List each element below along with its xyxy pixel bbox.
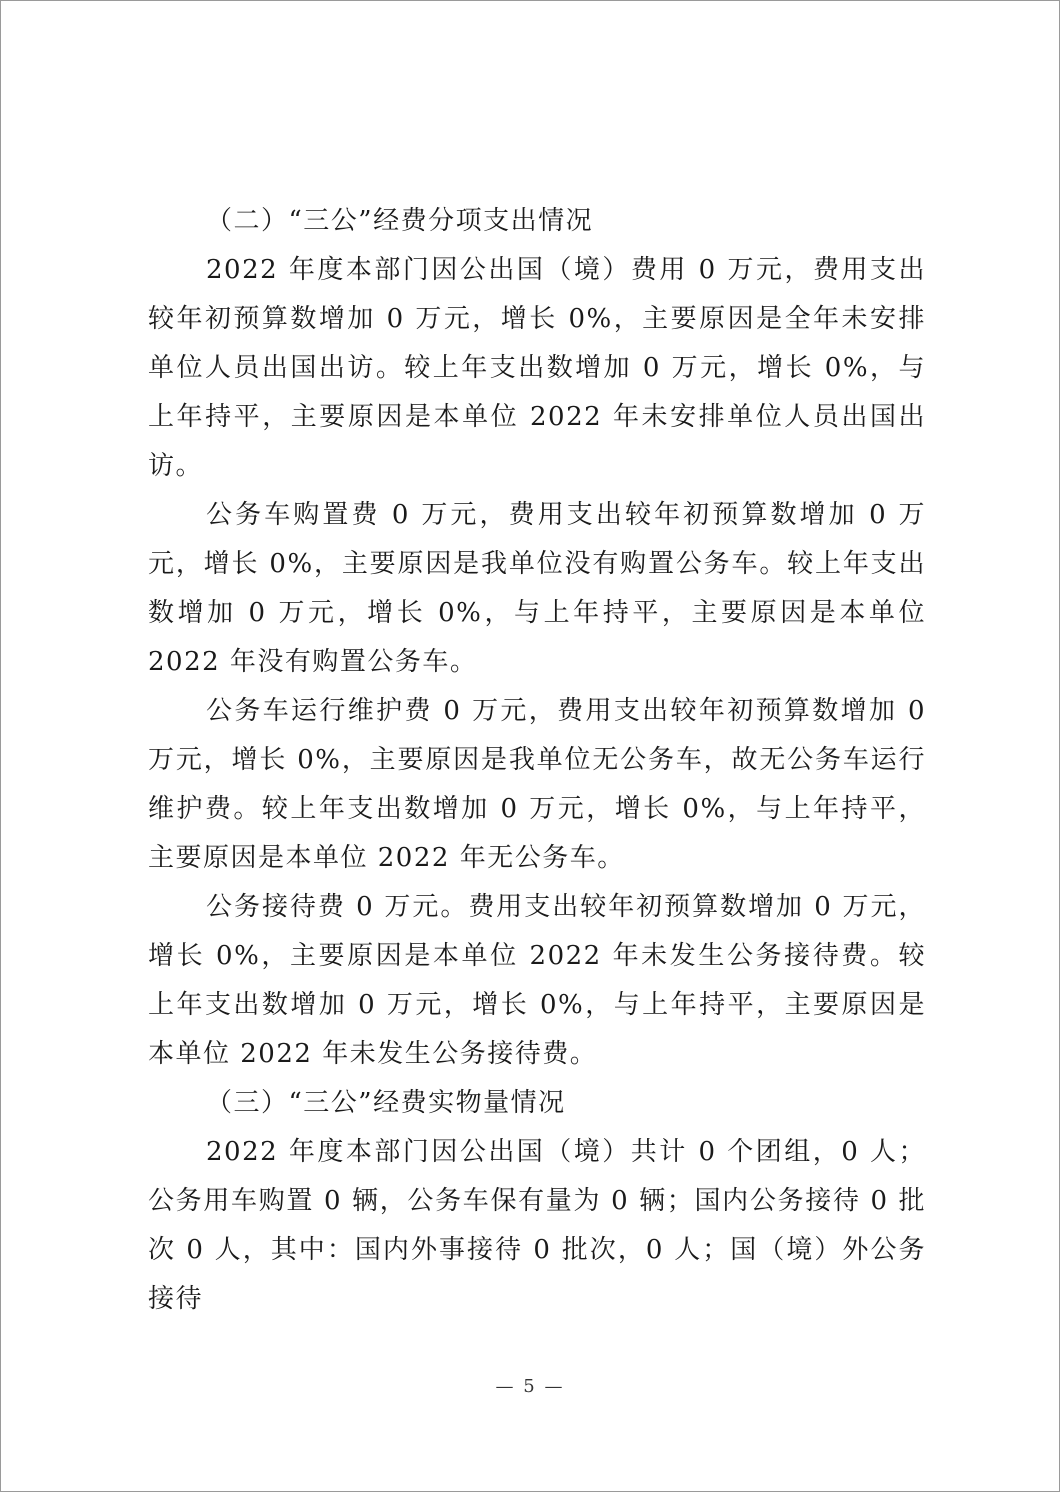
paragraph-vehicle-operation: 公务车运行维护费 0 万元，费用支出较年初预算数增加 0 万元，增长 0%，主要原因是我单位无公务车，故无公务车运行维护费。较上年支出数增加 0 万元，增长 0%，与上年持平，主要原因是本单位 2022 年无公务车。 — [148, 696, 926, 873]
paragraph-official-reception: 公务接待费 0 万元。费用支出较年初预算数增加 0 万元，增长 0%，主要原因是本单位 2022 年未发生公务接待费。较上年支出数增加 0 万元，增长 0%，与上年持平，主要原因是本单位 2022 年未发生公务接待费。 — [148, 892, 926, 1069]
paragraph-vehicle-purchase: 公务车购置费 0 万元，费用支出较年初预算数增加 0 万元，增长 0%，主要原因是我单位没有购置公务车。较上年支出数增加 0 万元，增长 0%，与上年持平，主要原因是本单位 2022 年没有购置公务车。 — [148, 500, 926, 677]
section-heading-physical-quantity: （三）“三公”经费实物量情况 — [206, 1088, 566, 1118]
section-heading-expense-breakdown: （二）“三公”经费分项支出情况 — [206, 206, 594, 236]
paragraph-overseas-travel: 2022 年度本部门因公出国（境）费用 0 万元，费用支出较年初预算数增加 0 万元，增长 0%，主要原因是全年未安排单位人员出国出访。较上年支出数增加 0 万元，增长 0%，与上年持平，主要原因是本单位 2022 年未安排单位人员出国出访。 — [148, 255, 926, 481]
document-body — [148, 197, 926, 1324]
page-number: — 5 — — [495, 1376, 565, 1397]
paragraph-physical-quantity: 2022 年度本部门因公出国（境）共计 0 个团组，0 人；公务用车购置 0 辆，公务车保有量为 0 辆；国内公务接待 0 批次 0 人，其中：国内外事接待 0 批次，0 人；国（境）外公务接待 — [148, 1137, 926, 1314]
